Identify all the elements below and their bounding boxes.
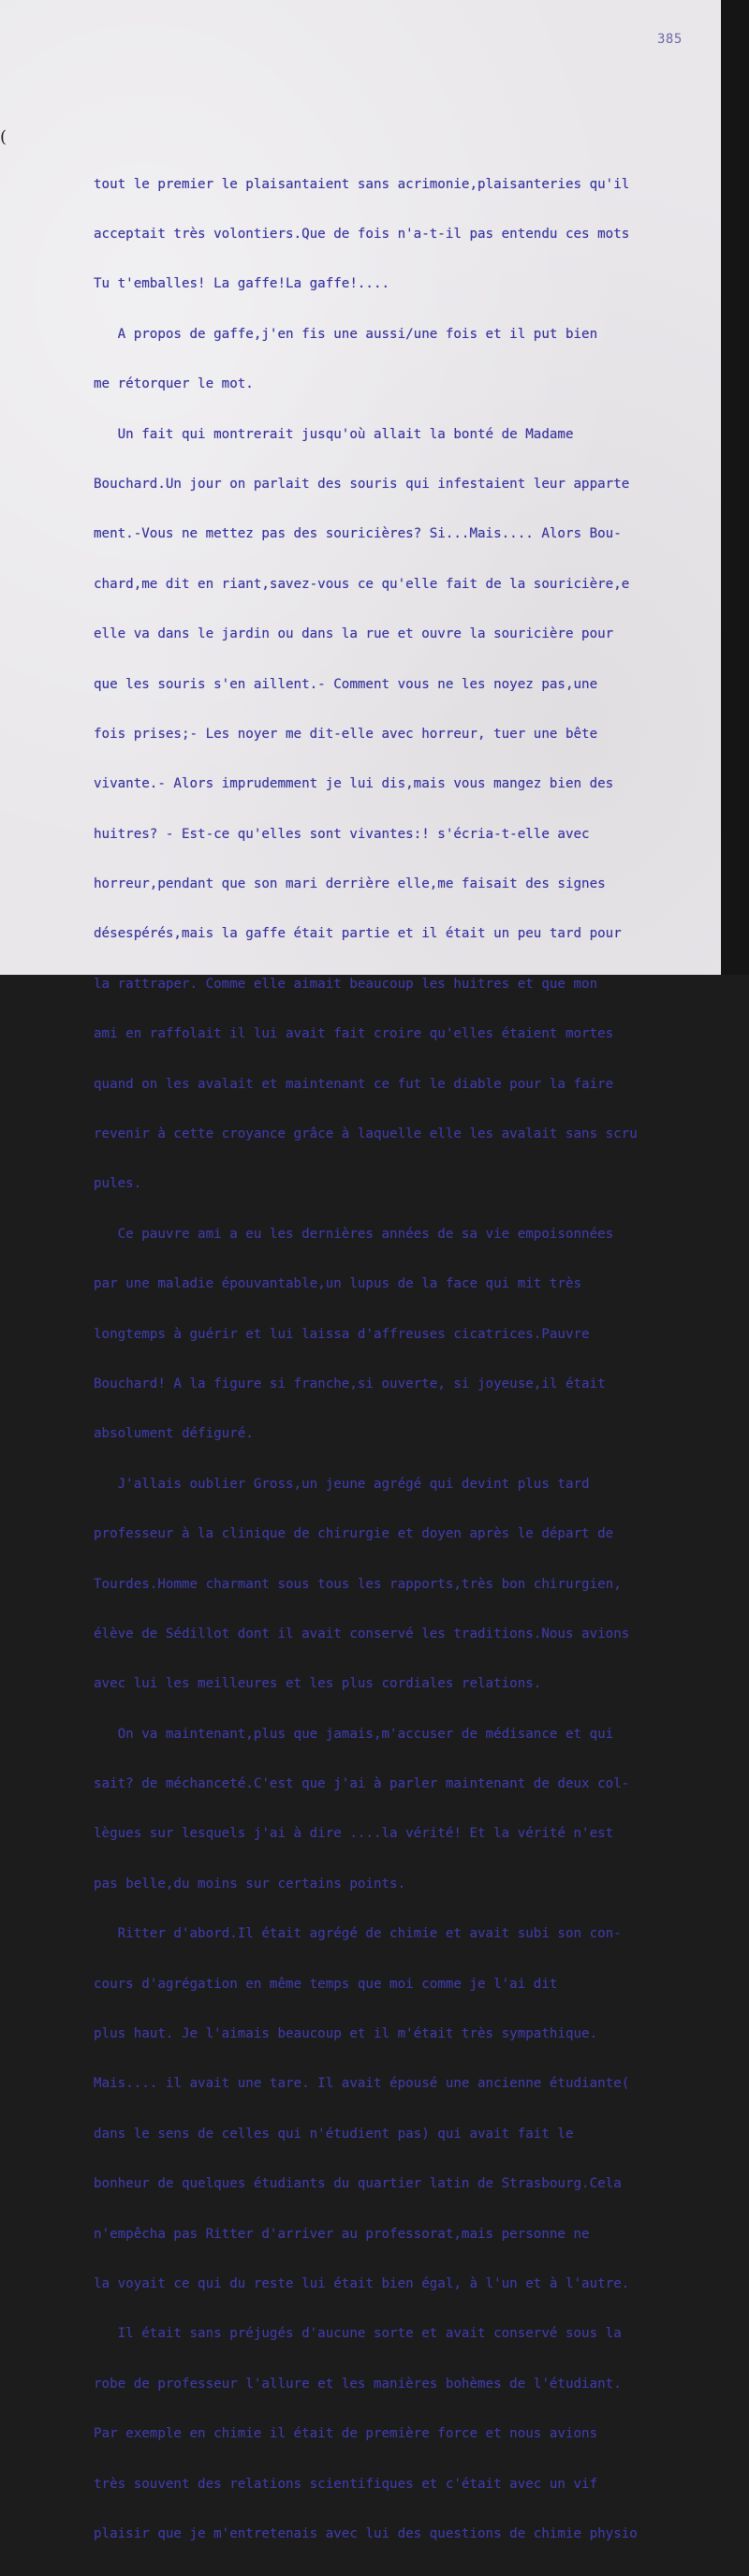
text-line: pas belle,du moins sur certains points.	[94, 1876, 406, 1892]
body-text	[94, 143, 730, 2576]
text-line: A propos de gaffe,j'en fis une aussi/une fois et il put bien	[94, 326, 598, 342]
text-line: Tourdes.Homme charmant sous tous les rapports,très bon chirurgien,	[94, 1576, 622, 1592]
text-line: dans le sens de celles qui n'étudient pas) qui avait fait le	[94, 2126, 574, 2142]
text-line: Ce pauvre ami a eu les dernières années de sa vie empoisonnées	[94, 1226, 614, 1242]
text-line: me rétorquer le mot.	[94, 376, 254, 392]
text-line: quand on les avalait et maintenant ce fut le diable pour la faire	[94, 1076, 614, 1092]
text-line: que les souris s'en aillent.- Comment vous ne les noyez pas,une	[94, 676, 598, 692]
text-line: désespérés,mais la gaffe était partie et il était un peu tard pour	[94, 926, 622, 942]
text-line: la voyait ce qui du reste lui était bien égal, à l'un et à l'autre.	[94, 2276, 630, 2291]
text-line: pules.	[94, 1176, 142, 1192]
text-line: ami en raffolait il lui avait fait croire qu'elles étaient mortes	[94, 1026, 614, 1042]
scan-edge	[721, 0, 749, 975]
text-line: plus haut. Je l'aimais beaucoup et il m'était très sympathique.	[94, 2026, 598, 2042]
text-line: Ritter d'abord.Il était agrégé de chimie et avait subi son con-	[94, 1926, 622, 1942]
text-line: revenir à cette croyance grâce à laquelle elle les avalait sans scru	[94, 1126, 638, 1142]
text-line: sait? de méchanceté.C'est que j'ai à parler maintenant de deux col-	[94, 1776, 630, 1792]
text-line: acceptait très volontiers.Que de fois n'a-t-il pas entendu ces mots	[94, 226, 630, 242]
text-line: elle va dans le jardin ou dans la rue et ouvre la souricière pour	[94, 626, 614, 642]
text-line: horreur,pendant que son mari derrière elle,me faisait des signes	[94, 876, 606, 892]
text-line: élève de Sédillot dont il avait conservé les traditions.Nous avions	[94, 1626, 630, 1641]
text-line: professeur à la clinique de chirurgie et doyen après le départ de	[94, 1526, 614, 1542]
text-line: cours d'agrégation en même temps que moi comme je l'ai dit	[94, 1976, 558, 1992]
text-line: tout le premier le plaisantaient sans acrimonie,plaisanteries qu'il	[94, 176, 630, 192]
text-line: Un fait qui montrerait jusqu'où allait la bonté de Madame	[94, 426, 574, 442]
text-line: plaisir que je m'entretenais avec lui des questions de chimie physio	[94, 2525, 638, 2541]
text-line: absolument défiguré.	[94, 1426, 254, 1442]
text-line: Par exemple en chimie il était de première force et nous avions	[94, 2426, 598, 2442]
text-line: la rattraper. Comme elle aimait beaucoup les huitres et que mon	[94, 976, 598, 992]
text-line: On va maintenant,plus que jamais,m'accuser de médisance et qui	[94, 1726, 614, 1742]
text-line: lègues sur lesquels j'ai à dire ....la vérité! Et la vérité n'est	[94, 1826, 614, 1842]
text-line: Tu t'emballes! La gaffe!La gaffe!....	[94, 276, 390, 292]
text-line: vivante.- Alors imprudemment je lui dis,mais vous mangez bien des	[94, 776, 614, 792]
text-line: ment.-Vous ne mettez pas des souricières? Si...Mais.... Alors Bou-	[94, 526, 622, 542]
text-line: Bouchard.Un jour on parlait des souris qui infestaient leur apparte	[94, 476, 630, 492]
text-line: J'allais oublier Gross,un jeune agrégé qui devint plus tard	[94, 1476, 590, 1492]
text-line: Mais.... il avait une tare. Il avait épousé une ancienne étudiante(	[94, 2076, 630, 2092]
text-line: très souvent des relations scientifiques et c'était avec un vif	[94, 2476, 598, 2492]
text-line: bonheur de quelques étudiants du quartier latin de Strasbourg.Cela	[94, 2176, 622, 2192]
text-line: robe de professeur l'allure et les manières bohèmes de l'étudiant.	[94, 2376, 622, 2392]
text-line: chard,me dit en riant,savez-vous ce qu'elle fait de la souricière,e	[94, 576, 630, 592]
text-line: Bouchard! A la figure si franche,si ouverte, si joyeuse,il était	[94, 1376, 606, 1391]
text-line: longtemps à guérir et lui laissa d'affreuses cicatrices.Pauvre	[94, 1326, 590, 1342]
text-line: huitres? - Est-ce qu'elles sont vivantes:! s'écria-t-elle avec	[94, 826, 590, 842]
text-line: fois prises;- Les noyer me dit-elle avec horreur, tuer une bête	[94, 726, 598, 742]
text-line: n'empêcha pas Ritter d'arriver au professorat,mais personne ne	[94, 2226, 590, 2242]
text-line: par une maladie épouvantable,un lupus de la face qui mit très	[94, 1276, 582, 1292]
text-line: avec lui les meilleures et les plus cordiales relations.	[94, 1676, 542, 1692]
text-line: Il était sans préjugés d'aucune sorte et avait conservé sous la	[94, 2326, 622, 2342]
margin-mark: (	[0, 127, 7, 147]
page-number: 385	[657, 32, 683, 47]
